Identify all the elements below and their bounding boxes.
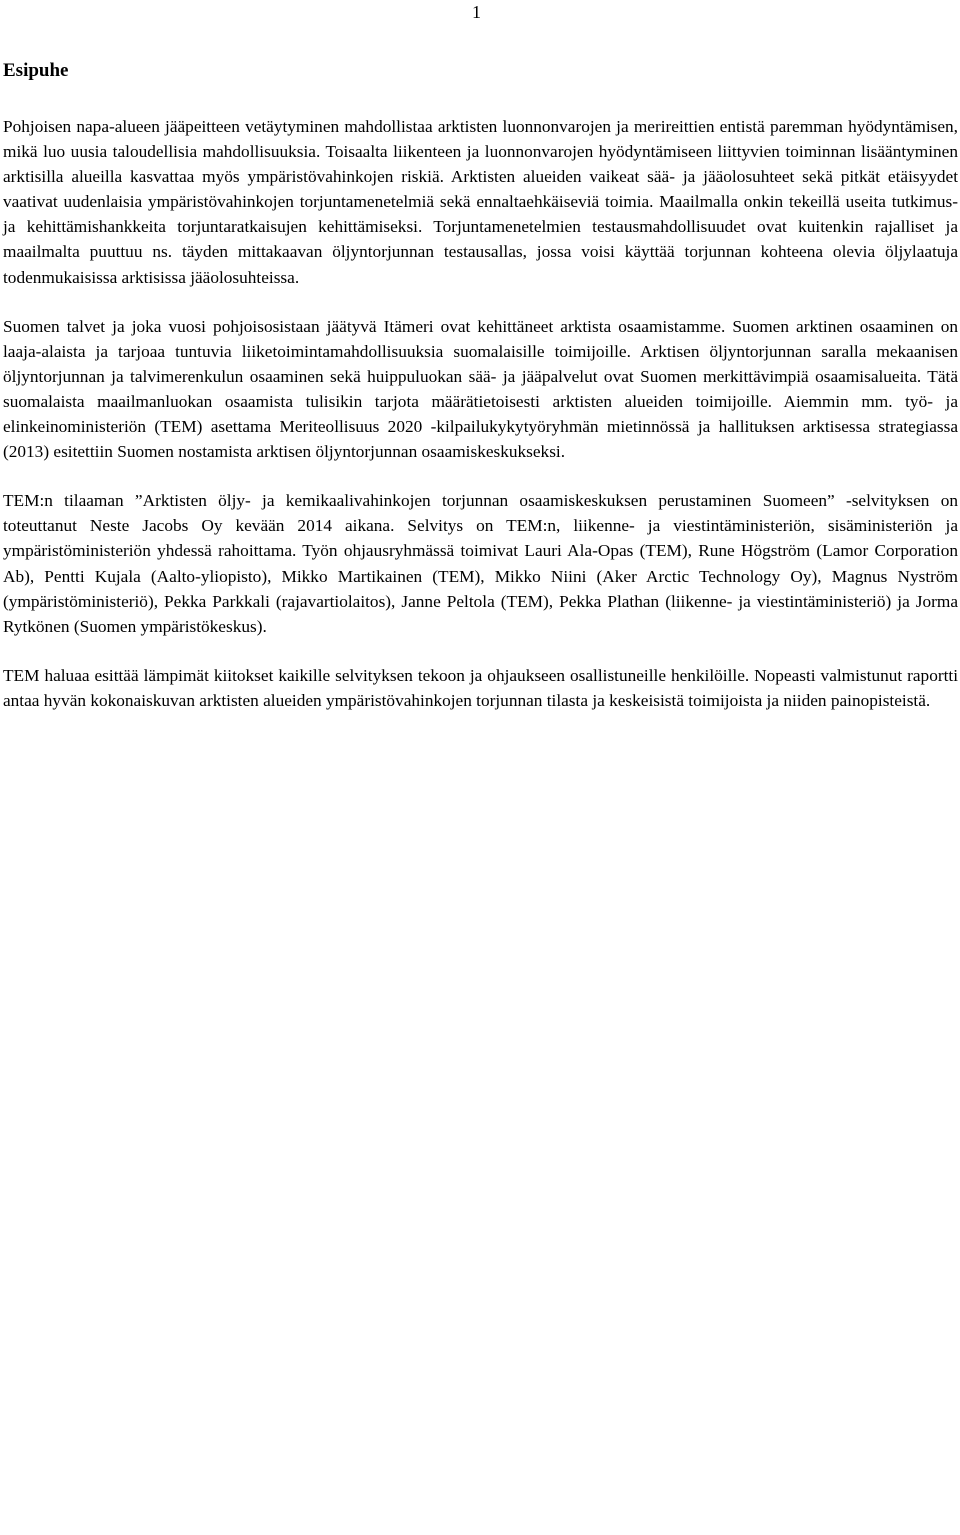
paragraph-acknowledgements: TEM haluaa esittää lämpimät kiitokset kaikille selvityksen tekoon ja ohjaukseen osallistuneille henkilöille. Nopeasti valmistunut raportti antaa hyvän kokonaiskuvan arktisten alueiden ympäristövahinkojen torjunnan tilasta ja keskeisistä toimijoista ja niiden painopisteistä. <box>3 665 958 710</box>
document-body <box>3 114 958 737</box>
paragraph-study-steering-group: TEM:n tilaaman ”Arktisten öljy- ja kemikaalivahinkojen torjunnan osaamiskeskuksen perustaminen Suomeen” -selvityksen on toteuttanut Neste Jacobs Oy kevään 2014 aikana. Selvitys on TEM:n, liikenne- ja viestintäministeriön, sisäministeriön ja ympäristöministeriön yhdessä rahoittama. Työn ohjausryhmässä toimivat Lauri Ala-Opas (TEM), Rune Högström (Lamor Corporation Ab), Pentti Kujala (Aalto-yliopisto), Mikko Martikainen (TEM), Mikko Niini (Aker Arctic Technology Oy), Magnus Nyström (ympäristöministeriö), Pekka Parkkali (rajavartiolaitos), Janne Peltola (TEM), Pekka Plathan (liikenne- ja viestintäministeriö) ja Jorma Rytkönen (Suomen ympäristökeskus). <box>3 491 958 636</box>
paragraph-finnish-expertise: Suomen talvet ja joka vuosi pohjoisosistaan jäätyvä Itämeri ovat kehittäneet arktista osaamistamme. Suomen arktinen osaaminen on laaja-alaista ja tarjoaa tuntuvia liiketoimintamahdollisuuksia suomalaisille toimijoille. Arktisen öljyntorjunnan saralla mekaanisen öljyntorjunnan ja talvimerenkulun osaaminen sekä huippuluokan sää- ja jääpalvelut ovat Suomen merkittävimpiä osaamisalueita. Tätä suomalaista maailmanluokan osaamista tulisikin tarjota määrätietoisesti arktisten alueiden toimijoille. Aiemmin mm. työ- ja elinkeinoministeriön (TEM) asettama Meriteollisuus 2020 -kilpailukykytyöryhmän mietinnössä ja hallituksen arktisessa strategiassa (2013) esitettiin Suomen nostamista arktisen öljyntorjunnan osaamiskeskukseksi. <box>3 316 958 462</box>
paragraph-intro: Pohjoisen napa-alueen jääpeitteen vetäytyminen mahdollistaa arktisten luonnonvarojen ja merireittien entistä paremman hyödyntämisen, mikä luo uusia taloudellisia mahdollisuuksia. Toisaalta liikenteen ja luonnonvarojen hyödyntämiseen liittyvien toiminnan lisääntyminen arktisilla alueilla kasvattaa myös ympäristövahinkojen riskiä. Arktisten alueiden vaikeat sää- ja jääolosuhteet sekä pitkät etäisyydet vaativat uudenlaisia ympäristövahinkojen torjuntamenetelmiä sekä ennaltaehkäiseviä toimia. Maailmalla onkin tekeillä useita tutkimus- ja kehittämishankkeita torjuntaratkaisujen kehittämiseksi. Torjuntamenetelmien testausmahdollisuudet ovat kuitenkin rajalliset ja maailmalta puuttuu ns. täyden mittakaavan öljyntorjunnan testausallas, jossa voisi käyttää torjunnan kohteena olevia öljylaatuja todenmukaisissa arktisissa jääolosuhteissa. <box>3 117 958 287</box>
page-heading: Esipuhe <box>3 60 69 81</box>
page-number: 1 <box>472 2 481 22</box>
